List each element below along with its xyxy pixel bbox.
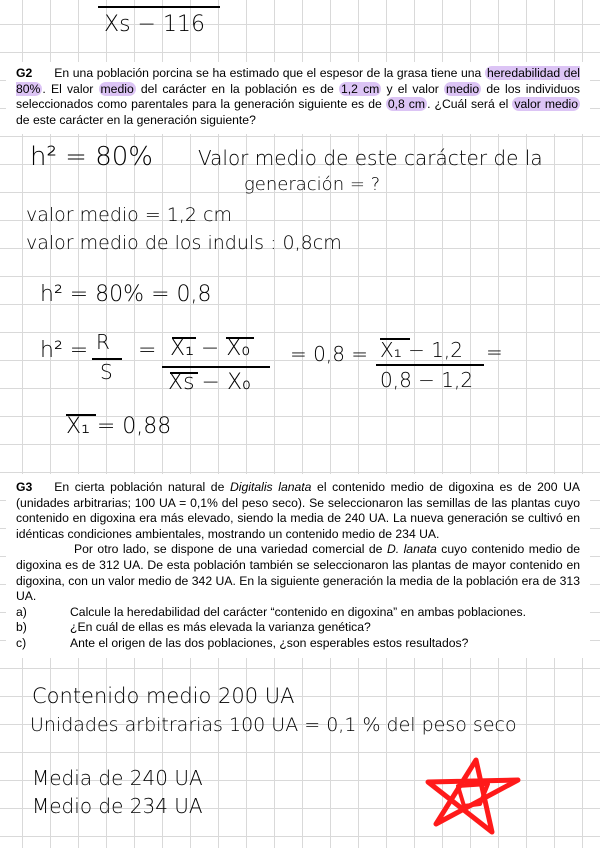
eq-mid: = 0,8 = (290, 342, 369, 366)
note-valor-medio-induls: valor medio de los induls : 0,8cm (26, 232, 342, 254)
eq-h2: h² = (40, 338, 89, 363)
problem-g3 (6, 474, 590, 658)
eq-fraction-bar-2 (376, 364, 484, 366)
problem-g3-tag: G3 (16, 480, 33, 494)
g3-p1-species: Digitalis lanata (229, 480, 312, 494)
eq-den1: Xs − X₀ (168, 370, 251, 395)
g2-text-4: y el valor (381, 81, 444, 96)
g2-text-2: . El valor (42, 81, 99, 96)
note-medio-234: Medio de 234 UA (32, 794, 203, 818)
g2-text-7: de este carácter en la generación siguiente? (16, 112, 256, 127)
note-h2-80: h² = 80% (30, 142, 154, 172)
g2-highlight-heritability: heredabilidad del 80% (16, 66, 580, 96)
g2-highlight-medio-2: medio (445, 81, 480, 96)
g3-item-b: b) ¿En cuál de ellas es más elevada la varianza genética? (16, 620, 371, 635)
note-media-240: Media de 240 UA (32, 766, 203, 790)
g3-item-c: c) Ante el origen de las dos poblaciones, ¿son esperables estos resultados? (16, 635, 469, 650)
g2-highlight-valor-medio: valor medio (514, 97, 579, 112)
note-h2-0-8: h² = 80% = 0,8 (40, 282, 212, 307)
note-unidades-arbitrarias: Unidades arbitrarias 100 UA = 0,1 % del peso seco (30, 714, 517, 736)
g2-text-5: de los individuos seleccionados como parentales para la generación siguiente es de (16, 81, 580, 112)
g2-highlight-medio: medio (100, 81, 134, 96)
note-valor-medio-1-2: valor medio = 1,2 cm (26, 204, 233, 226)
eq-S: S (100, 360, 113, 384)
eq-equals-1: = (138, 338, 157, 363)
result-x1: X₁ = 0,88 (66, 414, 172, 439)
eq-num1: X₁ − X₀ (170, 336, 251, 361)
g2-highlight-1-2cm: 1,2 cm (340, 81, 380, 96)
eq-end: = (486, 340, 503, 364)
problem-g2-tag: G2 (16, 66, 33, 80)
top-fraction-denominator: Xs − 116 (104, 12, 205, 37)
note-valor-medio-question: Valor medio de este carácter de la (198, 146, 543, 170)
eq-fraction-bar-1 (162, 366, 270, 368)
g3-p1-b: el contenido medio de digoxina es de 200 UA (unidades arbitrarias; 100 UA = 0,1% del peso seco). Se seleccionaron las semillas de las plantas cuyo contenido en digoxina era más elevado, siendo la media de 240 UA. La nueva generación se cultivó en idénticas condiciones ambientales, mostrando un contenido medio de 234 UA. (16, 480, 581, 541)
g2-text-6: . ¿Cuál será el (427, 97, 513, 112)
red-star-icon (418, 752, 528, 842)
g2-text-3: del carácter en la población es de (135, 81, 339, 96)
g3-p2-a: Por otro lado, se dispone de una variedad comercial de (74, 542, 387, 557)
eq-R: R (96, 330, 110, 354)
g2-text-1: En una población porcina se ha estimado que el espesor de la grasa tiene una (54, 66, 485, 80)
note-generacion: generación = ? (244, 174, 381, 195)
g3-p2-b: cuyo contenido medio de digoxina es de 312 UA. De esta población también se seleccionaron las plantas de mayor contenido en digoxina, con un valor medio de 342 UA. En la siguiente generación la media de la población era de 313 UA. (16, 542, 580, 604)
g3-p1-a: En cierta población natural de (54, 480, 230, 494)
problem-g2 (6, 62, 590, 134)
note-contenido-medio: Contenido medio 200 UA (32, 684, 295, 708)
g3-item-a: a) Calcule la heredabilidad del carácter “contenido en digoxina” en ambas poblaciones. (16, 604, 526, 619)
g2-highlight-0-8cm: 0,8 cm (387, 97, 426, 112)
g3-p2-species: D. lanata (386, 542, 437, 557)
fraction-bar-top (98, 6, 220, 8)
eq-den2: 0,8 − 1,2 (380, 368, 474, 392)
eq-num2: X₁ − 1,2 (380, 338, 463, 362)
